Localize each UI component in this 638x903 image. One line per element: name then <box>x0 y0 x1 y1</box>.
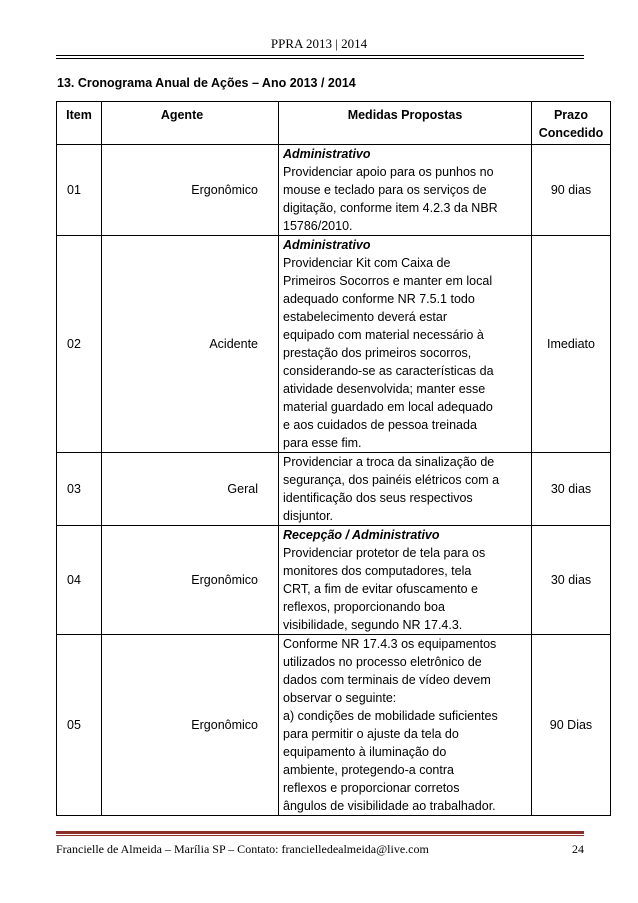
header-agente: Agente <box>102 102 279 145</box>
measure-text-line: Providenciar Kit com Caixa de <box>283 256 451 270</box>
measure-text-line: identificação dos seus respectivos <box>283 491 473 505</box>
measure-text-line: prestação dos primeiros socorros, <box>283 346 472 360</box>
measure-text-line: e aos cuidados de pessoa treinada <box>283 418 477 432</box>
measure-text-line: para esse fim. <box>283 436 362 450</box>
measure-text-line: visibilidade, segundo NR 17.4.3. <box>283 618 463 632</box>
measure-text-line: digitação, conforme item 4.2.3 da NBR <box>283 201 498 215</box>
measure-text-line: observar o seguinte: <box>283 691 397 705</box>
measure-heading: Administrativo <box>283 238 371 252</box>
measure-text-line: Primeiros Socorros e manter em local <box>283 274 493 288</box>
table-row <box>57 236 611 453</box>
measure-text-line: equipamento à iluminação do <box>283 745 447 759</box>
measure-text-line: dados com terminais de vídeo devem <box>283 673 491 687</box>
table-row <box>57 145 611 236</box>
header-divider <box>56 55 584 56</box>
row-prazo: 90 Dias <box>532 635 611 816</box>
header-prazo-line2: Concedido <box>538 126 604 140</box>
measure-text-line: mouse e teclado para os serviços de <box>283 183 487 197</box>
measure-text-line: reflexos, proporcionando boa <box>283 600 445 614</box>
row-agente: Ergonômico <box>102 635 279 816</box>
measure-text-line: 15786/2010. <box>283 219 353 233</box>
row-agente: Acidente <box>102 236 279 453</box>
measure-text-line: Providenciar protetor de tela para os <box>283 546 486 560</box>
measure-text-line: material guardado em local adequado <box>283 400 493 414</box>
row-medidas <box>279 635 532 816</box>
row-medidas <box>279 236 532 453</box>
table-row <box>57 526 611 635</box>
measure-text-line: para permitir o ajuste da tela do <box>283 727 459 741</box>
row-prazo: 30 dias <box>532 453 611 526</box>
measure-text-line: disjuntor. <box>283 509 334 523</box>
footer-divider <box>56 831 584 834</box>
row-medidas <box>279 145 532 236</box>
row-item-number: 03 <box>57 453 102 526</box>
header-medidas: Medidas Propostas <box>279 102 532 145</box>
page-header: PPRA 2013 | 2014 <box>270 36 368 51</box>
row-agente: Ergonômico <box>102 526 279 635</box>
section-title: 13. Cronograma Anual de Ações – Ano 2013 / 2014 <box>57 76 356 90</box>
measure-text-line: equipado com material necessário à <box>283 328 484 342</box>
row-agente: Ergonômico <box>102 145 279 236</box>
row-item-number: 01 <box>57 145 102 236</box>
measure-text-line: utilizados no processo eletrônico de <box>283 655 482 669</box>
measure-text-line: considerando-se as características da <box>283 364 494 378</box>
measure-text-line: Providenciar a troca da sinalização de <box>283 455 495 469</box>
measure-text-line: segurança, dos painéis elétricos com a <box>283 473 500 487</box>
footer-author-contact: Francielle de Almeida – Marília SP – Contato: francielledealmeida@live.com <box>56 842 429 856</box>
measure-text-line: Conforme NR 17.4.3 os equipamentos <box>283 637 497 651</box>
table-row <box>57 635 611 816</box>
measure-text-line: adequado conforme NR 7.5.1 todo <box>283 292 475 306</box>
measure-text-line: monitores dos computadores, tela <box>283 564 472 578</box>
table-row <box>57 453 611 526</box>
measure-heading: Recepção / Administrativo <box>283 528 440 542</box>
row-prazo: 90 dias <box>532 145 611 236</box>
row-agente: Geral <box>102 453 279 526</box>
measure-text-line: a) condições de mobilidade suficientes <box>283 709 498 723</box>
measure-text-line: Providenciar apoio para os punhos no <box>283 165 494 179</box>
row-item-number: 05 <box>57 635 102 816</box>
measure-text-line: ângulos de visibilidade ao trabalhador. <box>283 799 496 813</box>
row-medidas <box>279 453 532 526</box>
table-body <box>57 145 611 816</box>
header-divider-secondary <box>56 58 584 59</box>
footer-divider-secondary <box>56 835 584 836</box>
measure-text-line: reflexos e proporcionar corretos <box>283 781 460 795</box>
header-item: Item <box>57 102 102 145</box>
measure-text-line: CRT, a fim de evitar ofuscamento e <box>283 582 478 596</box>
measure-heading: Administrativo <box>283 147 371 161</box>
row-prazo: Imediato <box>532 236 611 453</box>
header-prazo <box>532 102 611 145</box>
measure-text-line: ambiente, protegendo-a contra <box>283 763 454 777</box>
table-header-row <box>57 102 611 145</box>
action-schedule-table <box>56 101 611 816</box>
page-number: 24 <box>572 842 584 856</box>
header-prazo-line1: Prazo <box>553 108 589 122</box>
row-prazo: 30 dias <box>532 526 611 635</box>
row-item-number: 04 <box>57 526 102 635</box>
measure-text-line: estabelecimento deverá estar <box>283 310 447 324</box>
row-medidas <box>279 526 532 635</box>
row-item-number: 02 <box>57 236 102 453</box>
measure-text-line: atividade desenvolvida; manter esse <box>283 382 486 396</box>
